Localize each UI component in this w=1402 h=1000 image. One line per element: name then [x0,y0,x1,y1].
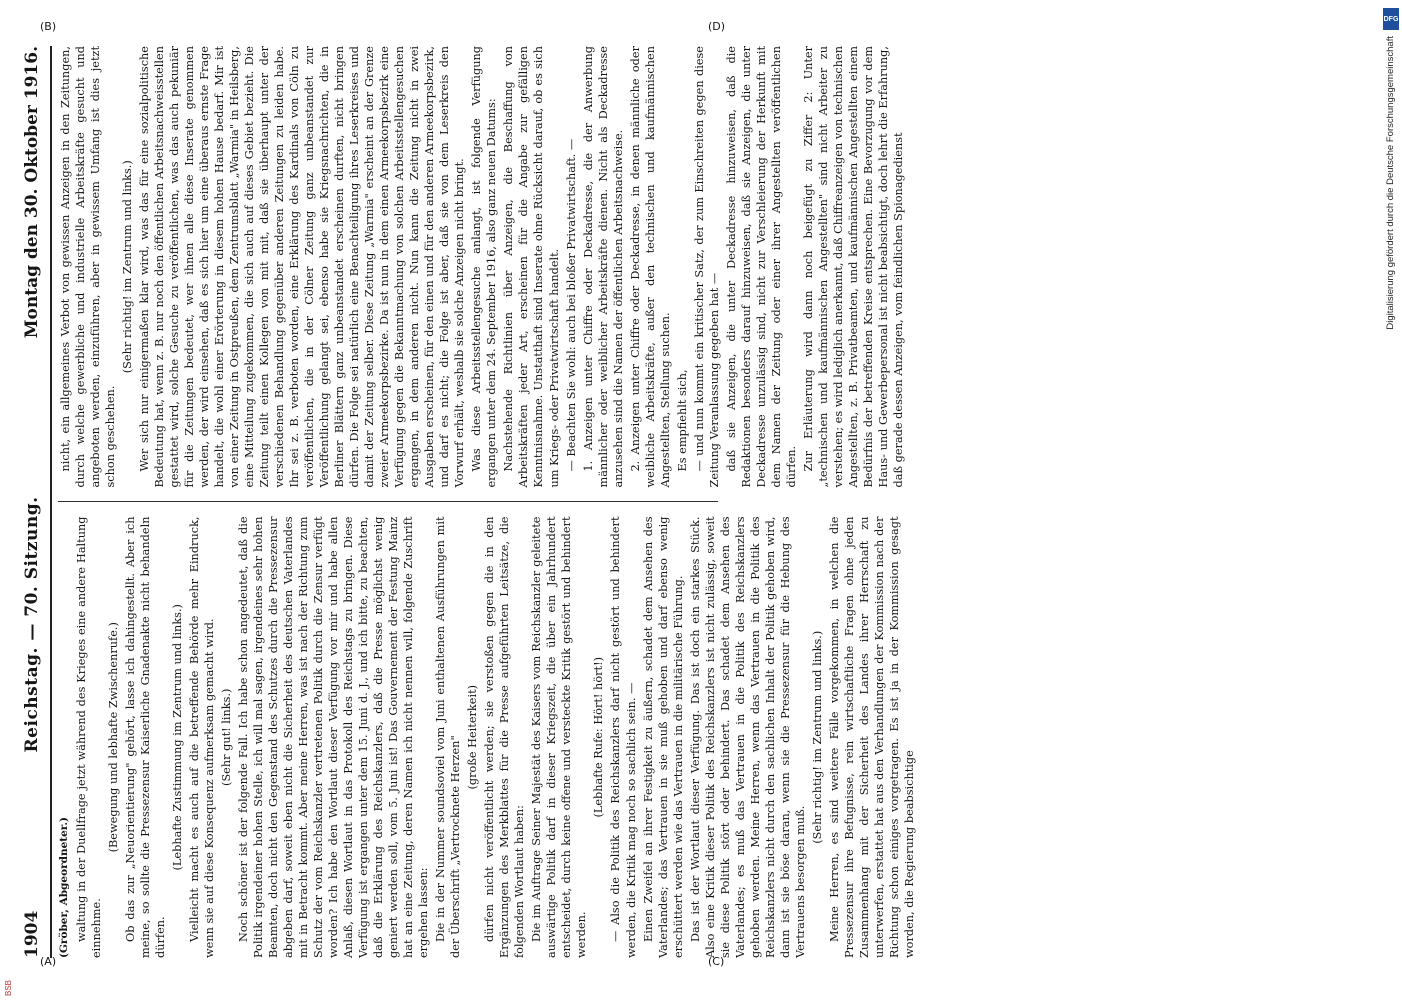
paragraph: dürfen nicht veröffentlicht werden; sie verstoßen gegen die in den Ergänzungen des Merkblattes für die Presse aufgeführten Leitsätze, die folgenden Wortlaut haben: [483,516,527,958]
paragraph: (Sehr richtig! im Zentrum und links.) [121,160,135,374]
bsb-mark: BSB [4,979,13,996]
column-divider [58,502,718,503]
margin-marker-b: (B) [40,20,57,33]
margin-marker-d: (D) [708,20,726,33]
paragraph: Nachstehende Richtlinien über Anzeigen, die Beschaffung von Arbeitskräften jeder Art, erscheinen für die Angabe zur gefälligen Kenntnisnahme. Unstatthaft sind Inserate ohne Rücksicht darauf, ob es sich um Kriegs- oder Privatwirtschaft handelt. [502,46,561,488]
paragraph: Vielleicht macht es auch auf die betreffende Behörde mehr Eindruck, wenn sie auf diese Konsequenz aufmerksam gemacht wird. [188,516,217,958]
paragraph: Die im Auftrage Seiner Majestät des Kaisers vom Reichskanzler geleitete auswärtige Politik darf in dieser Kriegszeit, die über ein Jahrhundert entscheidet, durch keine offene und versteckte Kritik gestört und behindert werden. [530,516,589,958]
paragraph: (Bewegung und lebhafte Zwischenrufe.) [106,622,120,853]
paragraph: (Lebhafte Rufe: Hört! hört!) [592,656,606,818]
paragraph: nicht, ein allgemeines Verbot von gewissen Anzeigen in den Zeitungen, durch welche gewerbliche und industrielle Arbeitskräfte gesucht und angeboten werden, einzuführen, aber in gewissem Umfang ist dies jetzt schon geschehen. [59,46,118,488]
paragraph: 2. Anzeigen unter Chiffre oder Deckadresse, in denen männliche oder weibliche Arbeitskräfte, außer den technischen und kaufmännischen Angestellten, Stellung suchen. [628,46,672,488]
page-header [22,46,52,958]
paragraph: — Beachten Sie wohl: auch bei bloßer Privatwirtschaft. — [564,138,578,472]
paragraph: Wer sich nur einigermaßen klar wird, was das für eine sozialpolitische Bedeutung hat, wenn z. B. nur noch den öffentlichen Arbeitsnachweisstellen gestattet wird, solche Gesuche zu veröffentlichen, was das auch pekuniär für die Zeitungen bedeutet, wer ihnen alle diese Inserate genommen werden, der wird einsehen, daß es sich hier um eine überaus ernste Frage handelt, die wohl einer Erörterung in diesem hohen Hause bedarf. Mir ist von einer Zeitung in Ostpreußen, dem Zentrumsblatt „Warmia" in Heilsberg, eine Mitteilung zugekommen, die sich auch auf dieses Gebiet bezieht. Die Zeitung teilt einen Kollegen von mit mit, daß sie überhaupt unter der verschiedenen Behandlung gegenüber anderen Zeitungen zu leiden habe. Ihr sei z. B. verboten worden, eine Erklärung des Kardinals von Cöln zu veröffentlichen, die in der Cölner Zeitung ganz unbeanstandet zur Veröffentlichung gelangt sei, ebenso habe sie Kriegsnachrichten, die in Berliner Blättern ganz unbeanstandet erscheinen durften, nicht bringen dürfen. Die Folge sei natürlich eine Benachteiligung ihres Leserkreises und damit der Zeitung selber. Diese Zeitung „Warmia" erscheint an der Grenze zweier Armeekorpsbezirke. Da ist nun in dem einen Armeekorpsbezirk eine Verfügung gegen die Bekanntmachung von solchen Arbeitsstellengesuchen ergangen, in dem anderen nicht. Nun kann die Zeitung nicht in zwei Ausgaben erscheinen, für den einen und für den anderen Armeekorpsbezirk, und darf es nicht; die Folge ist aber, daß sie von dem Leserkreis den Vorwurf erhält, weshalb sie solche Anzeigen nicht bringt. [138,46,467,488]
paragraph: daß sie Anzeigen, die unter Deckadresse hinzuweisen, daß die Redaktionen besonders darauf hinzuweisen, daß sie Anzeigen, die unter Deckadresse unzulässig sind, nicht zur Verschleierung der Herkunft mit dem Namen der Zeitung oder einer ihrer Angestellten veröffentlichen dürfen. [724,46,798,488]
paragraph: — und nun kommt ein kritischer Satz, der zum Einschreiten gegen diese Zeitung Veranlassung gegeben hat — [692,46,721,488]
digitization-credit: Digitalisierung gefördert durch die Deutsche Forschungsgemeinschaft [1385,36,1396,330]
paragraph: waltung in der Duellfrage jetzt während des Krieges eine andere Haltung einnehme. [74,516,103,958]
paragraph: Einen Zweifel an ihrer Festigkeit zu äußern, schadet dem Ansehen des Vaterlandes; das Vertrauen in sie muß gehoben und darf ebenso wenig erschüttert werden wie das Vertrauen in die militärische Führung. [641,516,685,958]
paragraph: Die in der Nummer soundsoviel vom Juni enthaltenen Ausführungen mit der Überschrift „Vertrocknete Herzen" [434,516,463,958]
paragraph: Meine Herren, es sind weitere Fälle vorgekommen, in welchen die Pressezensur ihre Befugnisse, rein wirtschaftliche Fragen ohne jeden Zusammenhang mit der Sicherheit des Landes ihrer Herrschaft zu unterwerfen, erstattet hat aus den Verhandlungen der Kommission nach der Richtung schon einiges vorgetragen. Es ist ja in der Kommission gesagt worden, die Regierung beabsichtige [827,516,916,958]
paragraph: Noch schöner ist der folgende Fall. Ich habe schon angedeutet, daß die Politik irgendeiner hohen Stelle, ich will mal sagen, irgendeines sehr hohen Beamten, doch nicht den Gegenstand des Schutzes durch die Pressezensur abgeben darf, soweit eben nicht die Sicherheit des deutschen Vaterlandes mit in Betracht kommt. Aber meine Herren, was ist nach der Richtung zum Schutz der vom Reichskanzler vertretenen Politik durch die Zensur verfügt worden? Ich habe den Wortlaut dieser Verfügung vor mir und habe allen Anlaß, diesen Wortlaut in das Protokoll des Reichstags zu bringen. Diese Verfügung ist ergangen unter dem 15. Juni d. J., und ich bitte, zu beachten, daß die Erklärung des Reichskanzlers, daß die Presse möglichst wenig geniert werden soll, vom 5. Juni ist! Das Gouvernement der Festung Mainz hat an eine Zeitung, deren Namen ich nicht nennen will, folgende Zuschrift ergehen lassen: [237,516,431,958]
right-column [58,46,905,488]
paragraph: Das ist der Wortlaut dieser Verfügung. Das ist doch ein starkes Stück. Also eine Kritik dieser Politik des Reichskanzlers ist nicht zulässig, soweit sie diese Politik stört oder behindert. Das schadet dem Ansehen des Vaterlandes; es muß das Vertrauen in die Politik des Reichskanzlers gehoben werden. Meine Herren, wenn das Vertrauen in die Politik des Reichskanzlers nicht durch den sachlichen Inhalt der Politik gehoben wird, dann ist sie böse daran, wenn sie die Pressezensur für die Hebung des Vertrauens besorgen muß. [688,516,807,958]
paragraph: — Also die Politik des Reichskanzlers darf nicht gestört und behindert werden, die Kritik mag noch so sachlich sein. — [609,516,638,958]
paragraph: Ob das zur „Neuorientierung" gehört, lasse ich dahingestellt. Aber ich meine, so sollte die Pressezensur Kaiserliche Gnadenakte nicht behandeln dürfen. [124,516,168,958]
paragraph: 1. Anzeigen unter Chiffre oder Deckadresse, die der Anwerbung männlicher oder weiblicher Arbeitskräfte dienen. Nicht als Deckadresse anzusehen sind die Namen der öffentlichen Arbeitsnachweise. [581,46,625,488]
speaker-label: (Gröber, Abgeordneter.) [58,817,70,958]
rotated-page [8,22,1380,982]
paragraph: (Sehr richtig! im Zentrum und links.) [810,630,824,844]
margin-marker-a: (A) [40,955,57,968]
margin-marker-c: (C) [708,955,725,968]
session-date: Montag den 30. Oktober 1916. [22,46,42,339]
paragraph: (Sehr gut! links.) [220,688,234,786]
paragraph: Zur Erläuterung wird dann noch beigefügt zu Ziffer 2: Unter „technischen und kaufmännischen Angestellten" sind nicht Arbeiter zu verstehen; es wird lediglich anerkannt, daß Chiffreanzeigen von technischen Angestellten, z. B. Privatbeamten, und kaufmännischen Angestellten einem Bedürfnis der betreffenden Kreise entsprechen. Eine Bevorzugung vor dem Haus- und Gewerbepersonal ist nicht beabsichtigt, doch lehrt die Erfahrung, daß gerade dessen Anzeigen, vom feindlichen Spionagedienst [801,46,905,488]
session-title: Reichstag. — 70. Sitzung. [22,496,42,753]
left-column [58,516,916,959]
paragraph: (Lebhafte Zustimmung im Zentrum und links.) [171,604,185,871]
paragraph: (große Heiterkeit) [466,684,480,790]
paragraph: Es empfiehlt sich, [675,369,689,472]
dfg-logo: DFG [1383,8,1399,30]
text-columns [58,46,916,958]
page-number: 1904 [22,910,42,958]
paragraph: Was diese Arbeitsstellengesuche anlangt, ist folgende Verfügung ergangen unter dem 24. September 1916, also ganz neuen Datums: [470,46,499,488]
